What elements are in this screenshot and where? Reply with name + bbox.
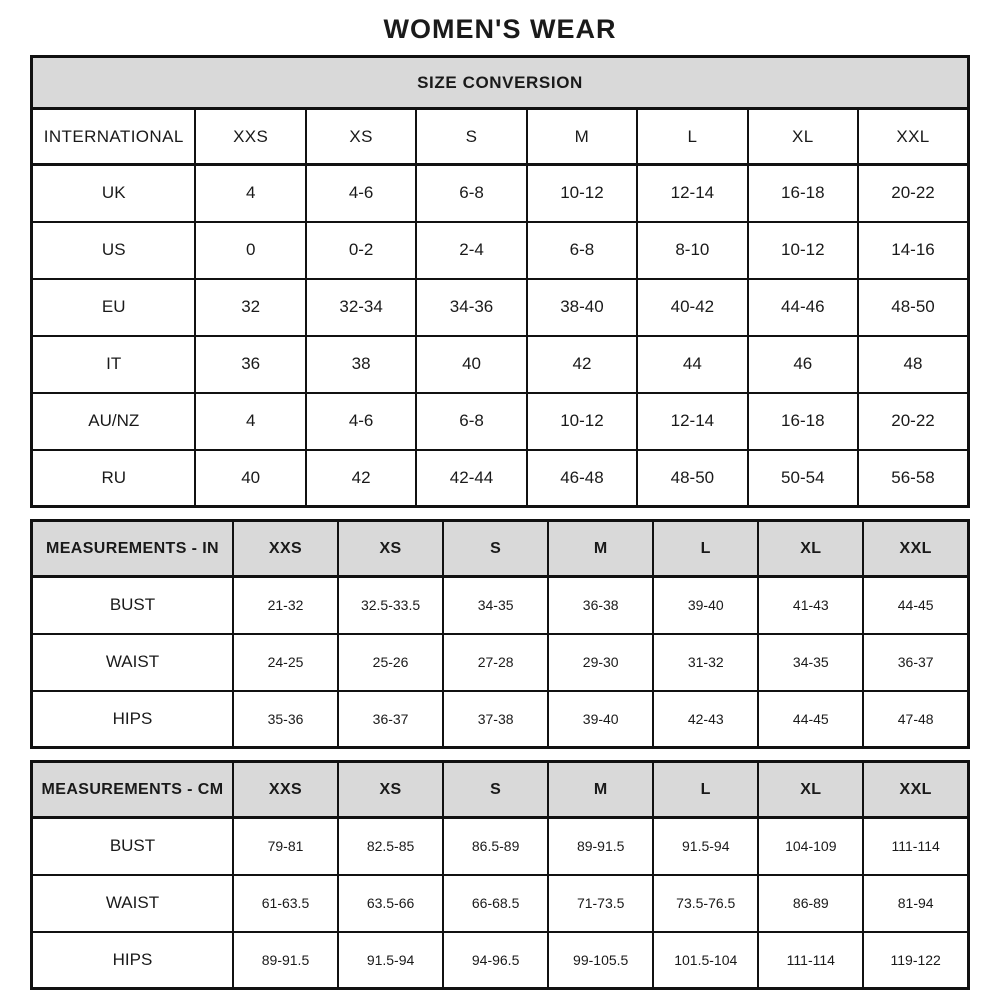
value-cell: 34-36 xyxy=(416,279,526,336)
value-cell: 50-54 xyxy=(748,450,858,507)
value-cell: 42-43 xyxy=(653,691,758,748)
value-cell: 61-63.5 xyxy=(233,875,338,932)
value-cell: 38 xyxy=(306,336,416,393)
value-cell: 8-10 xyxy=(637,222,747,279)
value-cell: 6-8 xyxy=(527,222,637,279)
value-cell: 46-48 xyxy=(527,450,637,507)
value-cell: 119-122 xyxy=(863,932,968,989)
value-cell: 36-37 xyxy=(338,691,443,748)
value-cell: 48 xyxy=(858,336,969,393)
row-label: EU xyxy=(32,279,196,336)
column-header: XXS xyxy=(233,521,338,577)
value-cell: 91.5-94 xyxy=(338,932,443,989)
table-row xyxy=(32,222,969,279)
value-cell: 4 xyxy=(195,165,305,222)
row-label: RU xyxy=(32,450,196,507)
row-label: AU/NZ xyxy=(32,393,196,450)
value-cell: 82.5-85 xyxy=(338,818,443,875)
value-cell: 12-14 xyxy=(637,165,747,222)
value-cell: 40 xyxy=(195,450,305,507)
value-cell: 0-2 xyxy=(306,222,416,279)
row-label: IT xyxy=(32,336,196,393)
value-cell: 89-91.5 xyxy=(548,818,653,875)
column-header: XXS xyxy=(233,762,338,818)
table-row xyxy=(32,165,969,222)
measurements-in-table xyxy=(30,519,970,749)
table-header-row xyxy=(32,109,969,165)
value-cell: 6-8 xyxy=(416,393,526,450)
table-row xyxy=(32,336,969,393)
value-cell: 10-12 xyxy=(748,222,858,279)
column-header: M xyxy=(527,109,637,165)
value-cell: 91.5-94 xyxy=(653,818,758,875)
column-header: XL xyxy=(748,109,858,165)
value-cell: 94-96.5 xyxy=(443,932,548,989)
value-cell: 34-35 xyxy=(443,577,548,634)
table-header-row xyxy=(32,762,969,818)
value-cell: 44 xyxy=(637,336,747,393)
value-cell: 41-43 xyxy=(758,577,863,634)
value-cell: 32.5-33.5 xyxy=(338,577,443,634)
value-cell: 27-28 xyxy=(443,634,548,691)
value-cell: 4 xyxy=(195,393,305,450)
value-cell: 86-89 xyxy=(758,875,863,932)
column-header: XL xyxy=(758,762,863,818)
value-cell: 111-114 xyxy=(758,932,863,989)
measurements-cm-table xyxy=(30,760,970,990)
table-row xyxy=(32,634,969,691)
value-cell: 89-91.5 xyxy=(233,932,338,989)
value-cell: 81-94 xyxy=(863,875,968,932)
value-cell: 46 xyxy=(748,336,858,393)
column-header: XS xyxy=(338,521,443,577)
row-label: US xyxy=(32,222,196,279)
header-label: MEASUREMENTS - CM xyxy=(32,762,233,818)
row-label: WAIST xyxy=(32,875,233,932)
column-header: L xyxy=(653,521,758,577)
size-conversion-table xyxy=(30,55,970,508)
column-header: M xyxy=(548,521,653,577)
value-cell: 63.5-66 xyxy=(338,875,443,932)
value-cell: 71-73.5 xyxy=(548,875,653,932)
column-header: XS xyxy=(338,762,443,818)
page-title: WOMEN'S WEAR xyxy=(383,14,617,44)
value-cell: 20-22 xyxy=(858,165,969,222)
column-header: M xyxy=(548,762,653,818)
value-cell: 16-18 xyxy=(748,165,858,222)
value-cell: 56-58 xyxy=(858,450,969,507)
row-label: UK xyxy=(32,165,196,222)
value-cell: 25-26 xyxy=(338,634,443,691)
table-row xyxy=(32,818,969,875)
value-cell: 10-12 xyxy=(527,393,637,450)
value-cell: 4-6 xyxy=(306,165,416,222)
value-cell: 36 xyxy=(195,336,305,393)
value-cell: 40 xyxy=(416,336,526,393)
column-header: S xyxy=(443,521,548,577)
header-label: INTERNATIONAL xyxy=(32,109,196,165)
column-header: XXL xyxy=(863,521,968,577)
value-cell: 29-30 xyxy=(548,634,653,691)
value-cell: 31-32 xyxy=(653,634,758,691)
column-header: XXL xyxy=(858,109,969,165)
value-cell: 40-42 xyxy=(637,279,747,336)
table-row xyxy=(32,875,969,932)
table-row xyxy=(32,691,969,748)
value-cell: 14-16 xyxy=(858,222,969,279)
value-cell: 79-81 xyxy=(233,818,338,875)
column-header: S xyxy=(416,109,526,165)
value-cell: 32 xyxy=(195,279,305,336)
table-row xyxy=(32,279,969,336)
table-header-row xyxy=(32,521,969,577)
value-cell: 2-4 xyxy=(416,222,526,279)
value-cell: 42-44 xyxy=(416,450,526,507)
table-row xyxy=(32,450,969,507)
value-cell: 104-109 xyxy=(758,818,863,875)
table-title-row xyxy=(32,57,969,109)
value-cell: 39-40 xyxy=(548,691,653,748)
column-header: S xyxy=(443,762,548,818)
value-cell: 35-36 xyxy=(233,691,338,748)
table-row xyxy=(32,393,969,450)
value-cell: 39-40 xyxy=(653,577,758,634)
value-cell: 32-34 xyxy=(306,279,416,336)
value-cell: 111-114 xyxy=(863,818,968,875)
table-row xyxy=(32,577,969,634)
value-cell: 38-40 xyxy=(527,279,637,336)
value-cell: 44-46 xyxy=(748,279,858,336)
value-cell: 4-6 xyxy=(306,393,416,450)
value-cell: 47-48 xyxy=(863,691,968,748)
value-cell: 21-32 xyxy=(233,577,338,634)
value-cell: 6-8 xyxy=(416,165,526,222)
value-cell: 48-50 xyxy=(637,450,747,507)
value-cell: 86.5-89 xyxy=(443,818,548,875)
value-cell: 20-22 xyxy=(858,393,969,450)
value-cell: 37-38 xyxy=(443,691,548,748)
row-label: BUST xyxy=(32,818,233,875)
value-cell: 42 xyxy=(527,336,637,393)
row-label: BUST xyxy=(32,577,233,634)
column-header: L xyxy=(653,762,758,818)
value-cell: 12-14 xyxy=(637,393,747,450)
value-cell: 101.5-104 xyxy=(653,932,758,989)
value-cell: 99-105.5 xyxy=(548,932,653,989)
column-header: XXS xyxy=(195,109,305,165)
table-row xyxy=(32,932,969,989)
table-title: SIZE CONVERSION xyxy=(32,57,969,109)
value-cell: 42 xyxy=(306,450,416,507)
row-label: WAIST xyxy=(32,634,233,691)
header-label: MEASUREMENTS - IN xyxy=(32,521,233,577)
row-label: HIPS xyxy=(32,691,233,748)
value-cell: 44-45 xyxy=(863,577,968,634)
value-cell: 34-35 xyxy=(758,634,863,691)
value-cell: 66-68.5 xyxy=(443,875,548,932)
value-cell: 44-45 xyxy=(758,691,863,748)
value-cell: 24-25 xyxy=(233,634,338,691)
value-cell: 73.5-76.5 xyxy=(653,875,758,932)
value-cell: 16-18 xyxy=(748,393,858,450)
column-header: XS xyxy=(306,109,416,165)
value-cell: 36-37 xyxy=(863,634,968,691)
value-cell: 48-50 xyxy=(858,279,969,336)
row-label: HIPS xyxy=(32,932,233,989)
column-header: XL xyxy=(758,521,863,577)
column-header: XXL xyxy=(863,762,968,818)
value-cell: 36-38 xyxy=(548,577,653,634)
column-header: L xyxy=(637,109,747,165)
value-cell: 0 xyxy=(195,222,305,279)
value-cell: 10-12 xyxy=(527,165,637,222)
